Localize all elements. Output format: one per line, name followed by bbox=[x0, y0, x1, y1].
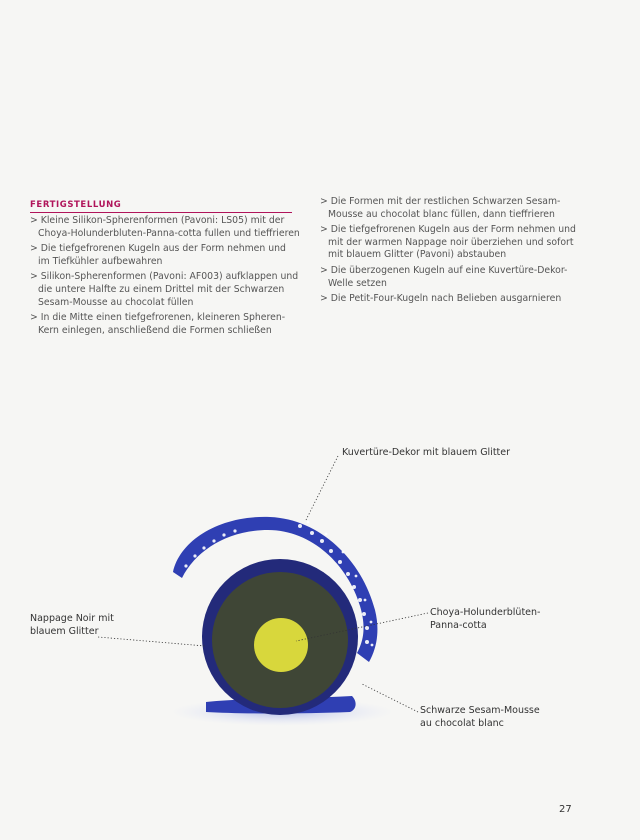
step-3: > Silikon-Spherenformen (Pavoni: AF003) aufklappen und die untere Halfte zu einem Drittel mit der Schwarzen Sesam-Mousse au chocolat füllen bbox=[30, 271, 300, 309]
label-nappage bbox=[30, 612, 114, 638]
leader-kuvertuere bbox=[306, 456, 338, 520]
label-sesam-line1: Schwarze Sesam-Mousse bbox=[420, 705, 540, 716]
step-5: > Die Formen mit der restlichen Schwarzen Sesam-Mousse au chocolat blanc füllen, dann tieffrieren bbox=[320, 196, 585, 221]
step-4: > In die Mitte einen tiefgefrorenen, kleineren Spheren-Kern einlegen, anschließend die Formen schließen bbox=[30, 312, 300, 337]
label-nappage-line1: Nappage Noir mit bbox=[30, 613, 114, 624]
label-choya bbox=[430, 606, 540, 632]
step-7: > Die überzogenen Kugeln auf eine Kuvertüre-Dekor-Welle setzen bbox=[320, 265, 585, 290]
label-choya-line1: Choya-Holunderblüten- bbox=[430, 607, 541, 618]
leader-nappage bbox=[98, 637, 205, 646]
label-nappage-line2: blauem Glitter bbox=[30, 626, 99, 637]
panna-cotta-core bbox=[254, 618, 308, 672]
section-heading: FERTIGSTELLUNG bbox=[30, 200, 292, 213]
step-8: > Die Petit-Four-Kugeln nach Belieben ausgarnieren bbox=[320, 293, 585, 306]
label-choya-line2: Panna-cotta bbox=[430, 620, 487, 631]
label-sesam-line2: au chocolat blanc bbox=[420, 718, 504, 729]
label-kuvertuere: Kuvertüre-Dekor mit blauem Glitter bbox=[342, 447, 511, 458]
step-6: > Die tiefgefrorenen Kugeln aus der Form nehmen und mit der warmen Nappage noir überziehen und sofort mit blauem Glitter (Pavoni) abstauben bbox=[320, 224, 585, 262]
step-1: > Kleine Silikon-Spherenformen (Pavoni: LS05) mit der Choya-Holunderbluten-Panna-cotta fullen und tieffrieren bbox=[30, 215, 300, 240]
label-sesam bbox=[420, 704, 540, 730]
step-2: > Die tiefgefrorenen Kugeln aus der Form nehmen und im Tiefkühler aufbewahren bbox=[30, 243, 300, 268]
page-number: 27 bbox=[559, 804, 572, 815]
